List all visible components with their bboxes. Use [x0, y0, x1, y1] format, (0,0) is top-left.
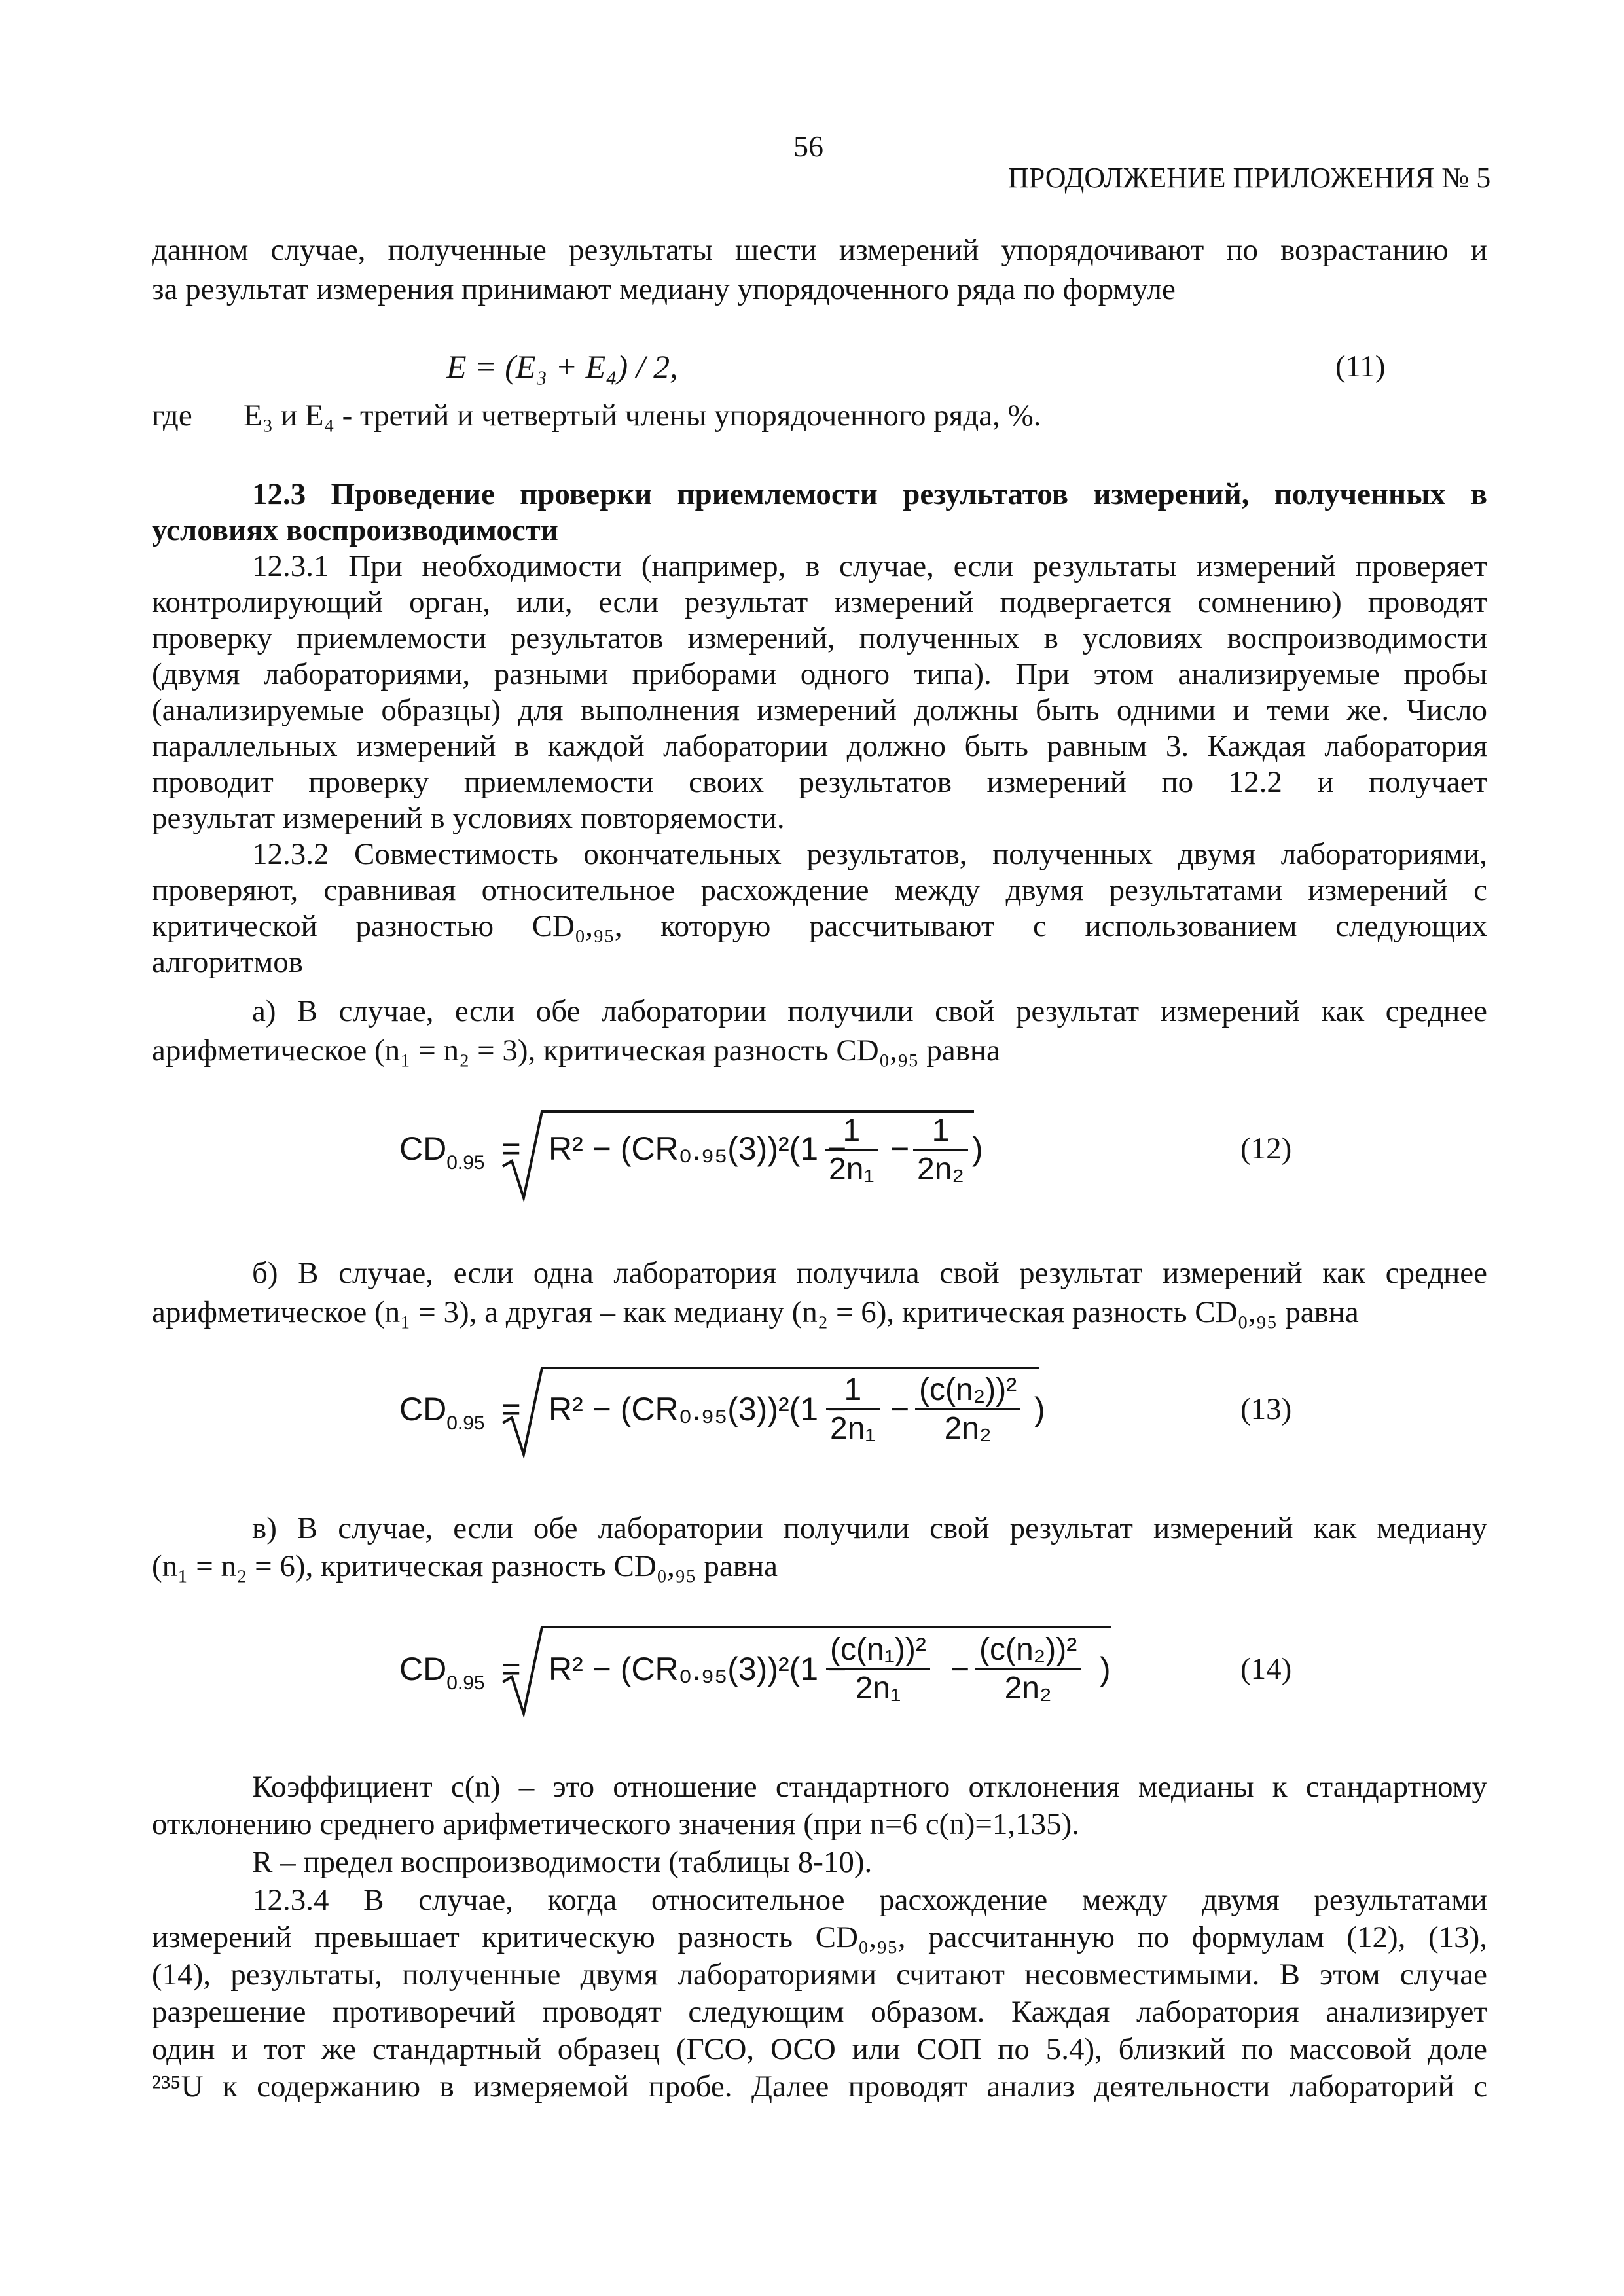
para-12-3-1-line: результат измерений в условиях повторяемости.: [152, 801, 785, 835]
formula-14-number: (14): [1240, 1652, 1292, 1686]
where-label: где: [152, 399, 192, 433]
para-12-3-1-line: проверку приемлемости результатов измерений, полученных в условиях воспроизводимости: [152, 621, 1487, 655]
case-a-line: арифметическое (n₁ = n₂ = 3), критическая разность CD₀,₉₅ равна: [152, 1033, 1000, 1067]
para-12-3-2-line: 12.3.2 Совместимость окончательных результатов, полученных двумя лабораториями,: [252, 837, 1487, 871]
page-number: 56: [793, 130, 823, 163]
formula-12-radicand: R² − (CR₀.₉₅(3))²(1 −: [549, 1130, 847, 1167]
formula-14-lhs-sub: 0.95: [446, 1672, 485, 1694]
para-12-3-2-line: проверяют, сравнивая относительное расхождение между двумя результатами измерений с: [152, 873, 1487, 907]
formula-13-lhs-sub: 0.95: [446, 1412, 485, 1434]
formula-12-lhs-sub: 0.95: [446, 1152, 485, 1174]
para-12-3-1-line: (двумя лабораториями, разными приборами одного типа). При этом анализируемые пробы: [152, 657, 1487, 691]
para-12-3-1-line: (анализируемые образцы) для выполнения измерений должны быть одними и теми же. Число: [152, 693, 1487, 727]
intro-line-2: за результат измерения принимают медиану упорядоченного ряда по формуле: [152, 272, 1176, 306]
para-12-3-4-line: ²³⁵U к содержанию в измеряемой пробе. Далее проводят анализ деятельности лабораторий с: [152, 2070, 1487, 2104]
formula-13-frac-2: $\frac{\text{(c(n₂))²}}{\text{2n₂}}$: [915, 1372, 1020, 1447]
where-text: E₃ и E₄ - третий и четвертый члены упорядоченного ряда, %.: [244, 399, 1041, 433]
para-12-3-4-line: один и тот же стандартный образец (ГСО, ОСО или СОП по 5.4), близкий по массовой доле: [152, 2032, 1487, 2066]
para-12-3-2-line: критической разностью CD₀,₉₅, которую рассчитывают с использованием следующих: [152, 909, 1487, 943]
para-12-3-1-line: параллельных измерений в каждой лаборатории должно быть равным 3. Каждая лаборатория: [152, 729, 1487, 763]
case-c-line: в) В случае, если обе лаборатории получили свой результат измерений как медиану: [252, 1511, 1487, 1545]
formula-14-lhs: CD: [399, 1651, 447, 1687]
formula-12-lhs: CD: [399, 1130, 447, 1167]
formula-11: E = (E₃ + E₄) / 2,: [446, 348, 678, 385]
case-a-line: а) В случае, если обе лаборатории получили свой результат измерений как среднее: [252, 994, 1487, 1028]
formula-13-lhs: CD: [399, 1391, 447, 1427]
para-12-3-1-line: 12.3.1 При необходимости (например, в случае, если результаты измерений проверяет: [252, 549, 1487, 583]
para-12-3-4-line: разрешение противоречий проводят следующим образом. Каждая лаборатория анализирует: [152, 1995, 1487, 2029]
para-12-3-4-line: измерений превышает критическую разность CD₀,₉₅, рассчитанную по формулам (12), (13),: [152, 1920, 1487, 1954]
para-12-3-4-line: 12.3.4 В случае, когда относительное расхождение между двумя результатами: [252, 1883, 1487, 1917]
para-12-3-4-line: (14), результаты, полученные двумя лабораториями считают несовместимыми. В этом случае: [152, 1958, 1487, 1992]
formula-11-number: (11): [1335, 350, 1386, 384]
section-12-3-heading-2: условиях воспроизводимости: [152, 513, 558, 547]
para-12-3-1-line: контролирующий орган, или, если результат измерений подвергается сомнению) проводят: [152, 585, 1487, 619]
formula-13-number: (13): [1240, 1392, 1292, 1426]
coefficient-note-line: отклонению среднего арифметического значения (при n=6 c(n)=1,135).: [152, 1807, 1080, 1841]
formula-14-radicand: R² − (CR₀.₉₅(3))²(1 −: [549, 1651, 847, 1687]
formula-12-number: (12): [1240, 1132, 1292, 1166]
formula-12-frac-1: $\frac{1}{\text{2n₁}}$: [825, 1113, 878, 1188]
appendix-label: ПРОДОЛЖЕНИЕ ПРИЛОЖЕНИЯ № 5: [1008, 162, 1491, 194]
section-12-3-heading-1: 12.3 Проведение проверки приемлемости результатов измерений, полученных в: [252, 477, 1487, 511]
formula-13-radicand: R² − (CR₀.₉₅(3))²(1 −: [549, 1391, 847, 1427]
formula-14-frac-2: $\frac{\text{(c(n₂))²}}{\text{2n₂}}$: [975, 1632, 1081, 1707]
formula-12-frac-2: $\frac{1}{\text{2n₂}}$: [913, 1113, 968, 1188]
formula-13-frac-1: $\frac{1}{\text{2n₁}}$: [826, 1372, 880, 1447]
case-b-line: б) В случае, если одна лаборатория получила свой результат измерений как среднее: [252, 1256, 1487, 1290]
formula-14-frac-1: $\frac{\text{(c(n₁))²}}{\text{2n₁}}$: [826, 1632, 930, 1707]
case-c-line: (n₁ = n₂ = 6), критическая разность CD₀,₉₅ равна: [152, 1549, 778, 1583]
para-12-3-1-line: проводит проверку приемлемости своих результатов измерений по 12.2 и получает: [152, 765, 1487, 799]
r-note: R – предел воспроизводимости (таблицы 8-10).: [252, 1845, 873, 1879]
case-b-line: арифметическое (n₁ = 3), а другая – как медиану (n₂ = 6), критическая разность CD₀,₉₅ равна: [152, 1295, 1359, 1329]
coefficient-note-line: Коэффициент c(n) – это отношение стандартного отклонения медианы к стандартному: [252, 1770, 1487, 1804]
para-12-3-2-line: алгоритмов: [152, 945, 303, 979]
intro-line-1: данном случае, полученные результаты шести измерений упорядочивают по возрастанию и: [152, 233, 1487, 267]
